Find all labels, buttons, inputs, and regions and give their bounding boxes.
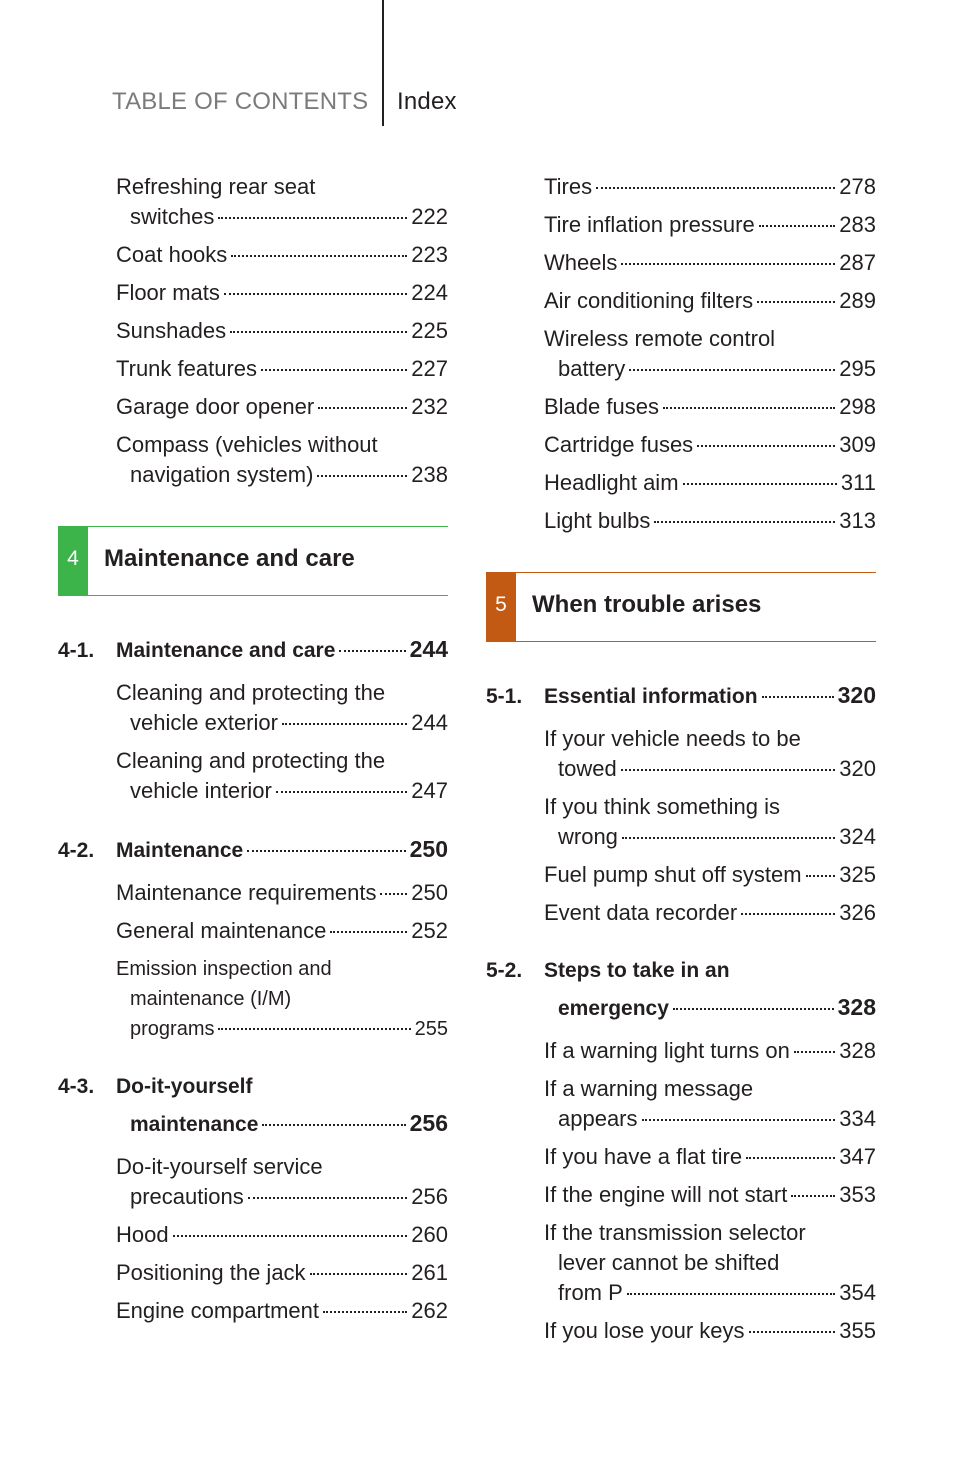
entry-title: Sunshades <box>116 318 227 343</box>
page-number: 227 <box>411 356 448 381</box>
section-page-number: 320 <box>837 682 876 708</box>
dot-leader <box>248 1197 408 1199</box>
section-title-line: Steps to take in an <box>544 959 730 982</box>
dot-leader <box>318 407 407 409</box>
page-number: 261 <box>411 1260 448 1285</box>
entry-title: If you lose your keys <box>544 1318 745 1343</box>
section-page-number: 256 <box>409 1110 448 1136</box>
entry-title-line: appears <box>558 1106 638 1131</box>
page-number: 325 <box>839 862 876 887</box>
page-number: 278 <box>839 174 876 199</box>
section-heading[interactable] <box>486 956 876 1024</box>
entry-last-line <box>116 1014 448 1044</box>
page-number: 295 <box>839 356 876 381</box>
section-number: 5-2. <box>486 959 523 982</box>
dot-leader <box>762 696 834 698</box>
dot-leader <box>654 521 835 523</box>
page-number: 250 <box>411 880 448 905</box>
entry-title: Light bulbs <box>544 508 651 533</box>
entry-title: Tire inflation pressure <box>544 212 755 237</box>
dot-leader <box>627 1293 835 1295</box>
section-heading[interactable] <box>58 1072 448 1140</box>
toc-entry[interactable] <box>58 878 448 908</box>
entry-title-line: Cleaning and protecting the <box>116 748 386 773</box>
toc-entry[interactable] <box>486 468 876 498</box>
entry-title: Positioning the jack <box>116 1260 306 1285</box>
page-number: 289 <box>839 288 876 313</box>
entry-title: If a warning light turns on <box>544 1038 790 1063</box>
toc-entry[interactable] <box>486 1316 876 1346</box>
entry-title: Maintenance requirements <box>116 880 377 905</box>
toc-entry[interactable] <box>486 792 876 852</box>
dot-leader <box>683 483 837 485</box>
dot-leader <box>663 407 835 409</box>
page-number: 260 <box>411 1222 448 1247</box>
toc-entry[interactable] <box>486 1074 876 1134</box>
dot-leader <box>741 913 835 915</box>
page-number: 224 <box>411 280 448 305</box>
toc-entry[interactable] <box>486 1180 876 1210</box>
page-number: 353 <box>839 1182 876 1207</box>
dot-leader <box>622 837 835 839</box>
toc-entry[interactable] <box>486 724 876 784</box>
section-page-number: 328 <box>837 994 876 1020</box>
dot-leader <box>230 331 407 333</box>
entry-title: If the engine will not start <box>544 1182 788 1207</box>
page-number: 225 <box>411 318 448 343</box>
section-title-line: Do-it-yourself <box>116 1075 253 1098</box>
dot-leader <box>629 369 835 371</box>
entry-last-line <box>116 776 448 806</box>
toc-entry[interactable] <box>486 898 876 928</box>
section-number: 4-3. <box>58 1075 95 1098</box>
entry-title-line: battery <box>558 356 626 381</box>
page-number: 232 <box>411 394 448 419</box>
entry-title-line: navigation system) <box>130 462 314 487</box>
toc-entry[interactable] <box>58 240 448 270</box>
entry-title: Tires <box>544 174 593 199</box>
toc-entry[interactable] <box>58 1258 448 1288</box>
page-number: 247 <box>411 778 448 803</box>
dot-leader <box>261 369 407 371</box>
dot-leader <box>697 445 835 447</box>
entry-title-line: precautions <box>130 1184 244 1209</box>
entry-title: Air conditioning filters <box>544 288 754 313</box>
toc-entry[interactable] <box>486 430 876 460</box>
toc-entry[interactable] <box>58 746 448 806</box>
page-number: 309 <box>839 432 876 457</box>
dot-leader <box>276 791 407 793</box>
dot-leader <box>759 225 836 227</box>
entry-title-line: switches <box>130 204 215 229</box>
page-number: 311 <box>840 470 876 495</box>
entry-last-line <box>116 202 448 232</box>
left-column <box>58 172 448 1334</box>
section-page-number: 250 <box>409 836 448 862</box>
section-heading[interactable] <box>486 680 876 712</box>
chapter-heading[interactable] <box>486 572 876 642</box>
toc-entry[interactable] <box>486 248 876 278</box>
entry-title: If you have a flat tire <box>544 1144 743 1169</box>
chapter-number-tab: 4 <box>58 527 88 595</box>
page-number: 256 <box>411 1184 448 1209</box>
dot-leader <box>310 1273 408 1275</box>
dot-leader <box>621 769 836 771</box>
page-number: 255 <box>414 1018 448 1040</box>
page-number: 326 <box>839 900 876 925</box>
dot-leader <box>173 1235 408 1237</box>
entry-title-line: If the transmission selector <box>544 1220 806 1245</box>
section-heading-line <box>58 1108 448 1140</box>
dot-leader <box>339 650 405 652</box>
toc-entry[interactable] <box>58 430 448 490</box>
section-heading[interactable] <box>58 834 448 866</box>
toc-entry[interactable] <box>58 172 448 232</box>
entry-title-line: from P <box>558 1280 623 1305</box>
toc-entry[interactable] <box>58 678 448 738</box>
toc-entry[interactable] <box>58 392 448 422</box>
dot-leader <box>673 1008 834 1010</box>
entry-title-line: If you think something is <box>544 794 781 819</box>
page-number: 320 <box>839 756 876 781</box>
entry-title: Coat hooks <box>116 242 228 267</box>
entry-title: Fuel pump shut off system <box>544 862 802 887</box>
entry-title-line: towed <box>558 756 617 781</box>
page-number: 298 <box>839 394 876 419</box>
entry-title: Floor mats <box>116 280 220 305</box>
entry-title: Cartridge fuses <box>544 432 694 457</box>
section-title-wrap <box>116 634 448 666</box>
entry-last-line <box>116 1182 448 1212</box>
toc-entry[interactable] <box>486 1036 876 1066</box>
toc-entry[interactable] <box>486 1218 876 1308</box>
chapter-title: When trouble arises <box>532 591 762 618</box>
page-number: 313 <box>839 508 876 533</box>
page-number: 238 <box>411 462 448 487</box>
section-title: Maintenance <box>116 839 244 862</box>
page-number: 334 <box>839 1106 876 1131</box>
dot-leader <box>323 1311 407 1313</box>
section-number: 5-1. <box>486 685 523 708</box>
dot-leader <box>262 1124 405 1126</box>
header-table-of-contents-link[interactable]: TABLE OF CONTENTS <box>112 88 369 115</box>
section-page-number: 244 <box>409 636 448 662</box>
toc-entry[interactable] <box>486 506 876 536</box>
entry-last-line <box>544 754 876 784</box>
toc-entry[interactable] <box>58 1152 448 1212</box>
entry-title-line: If a warning message <box>544 1076 754 1101</box>
chapter-number-tab: 5 <box>486 573 516 641</box>
entry-last-line <box>544 1278 876 1308</box>
section-number: 4-1. <box>58 639 95 662</box>
dot-leader <box>621 263 835 265</box>
entry-title-line: Refreshing rear seat <box>116 174 316 199</box>
dot-leader <box>247 850 405 852</box>
entry-title: General maintenance <box>116 918 327 943</box>
dot-leader <box>791 1195 835 1197</box>
page-number: 283 <box>839 212 876 237</box>
entry-title-line: vehicle interior <box>130 778 272 803</box>
entry-last-line <box>116 460 448 490</box>
dot-leader <box>794 1051 835 1053</box>
entry-last-line <box>116 708 448 738</box>
toc-entry[interactable] <box>486 1142 876 1172</box>
toc-entry[interactable] <box>486 392 876 422</box>
entry-title: Hood <box>116 1222 169 1247</box>
page-number: 324 <box>839 824 876 849</box>
dot-leader <box>317 475 407 477</box>
section-title-wrap <box>116 834 448 866</box>
entry-title: Trunk features <box>116 356 258 381</box>
dot-leader <box>596 187 835 189</box>
entry-title-line: lever cannot be shifted <box>558 1250 780 1275</box>
page-number: 222 <box>411 204 448 229</box>
entry-title: Headlight aim <box>544 470 679 495</box>
entry-title: Engine compartment <box>116 1298 319 1323</box>
toc-entry[interactable] <box>58 278 448 308</box>
dot-leader <box>380 893 407 895</box>
dot-leader <box>642 1119 836 1121</box>
section-title-line: emergency <box>558 997 669 1020</box>
section-heading-line <box>486 956 876 986</box>
dot-leader <box>757 301 835 303</box>
section-title: Essential information <box>544 685 758 708</box>
entry-title-line: Do-it-yourself service <box>116 1154 323 1179</box>
chapter-title: Maintenance and care <box>104 545 355 572</box>
dot-leader <box>330 931 407 933</box>
page-number: 328 <box>839 1038 876 1063</box>
dot-leader <box>231 255 407 257</box>
page-number: 223 <box>411 242 448 267</box>
entry-title-line: programs <box>130 1018 215 1040</box>
entry-title-line: wrong <box>558 824 618 849</box>
entry-title-line: Compass (vehicles without <box>116 432 378 457</box>
page-number: 355 <box>839 1318 876 1343</box>
section-heading-line <box>58 1072 448 1102</box>
dot-leader <box>218 217 407 219</box>
entry-title: Wheels <box>544 250 618 275</box>
entry-title-line: Emission inspection and <box>116 958 332 980</box>
dot-leader <box>746 1157 835 1159</box>
entry-title-line: maintenance (I/M) <box>130 988 292 1010</box>
header-index-link[interactable]: Index <box>397 88 457 115</box>
dot-leader <box>282 723 407 725</box>
toc-entry[interactable] <box>486 286 876 316</box>
toc-entry[interactable] <box>486 210 876 240</box>
entry-last-line <box>544 354 876 384</box>
right-column <box>486 172 876 1354</box>
page-number: 287 <box>839 250 876 275</box>
toc-entry[interactable] <box>486 172 876 202</box>
entry-last-line <box>544 1104 876 1134</box>
header-divider <box>382 0 384 126</box>
toc-entry[interactable] <box>58 916 448 946</box>
entry-title: Blade fuses <box>544 394 659 419</box>
toc-entry[interactable] <box>486 324 876 384</box>
dot-leader <box>806 875 836 877</box>
entry-title-line: Wireless remote control <box>544 326 776 351</box>
entry-title: Event data recorder <box>544 900 738 925</box>
dot-leader <box>218 1028 410 1030</box>
toc-entry[interactable] <box>58 354 448 384</box>
entry-title-line: vehicle exterior <box>130 710 278 735</box>
section-title-line: maintenance <box>130 1113 259 1136</box>
page-number: 262 <box>411 1298 448 1323</box>
section-number: 4-2. <box>58 839 95 862</box>
section-heading-line <box>486 992 876 1024</box>
toc-entry[interactable] <box>58 1220 448 1250</box>
dot-leader <box>749 1331 836 1333</box>
entry-last-line <box>544 822 876 852</box>
page-number: 244 <box>411 710 448 735</box>
entry-title-line: Cleaning and protecting the <box>116 680 386 705</box>
page-number: 347 <box>839 1144 876 1169</box>
page-number: 354 <box>839 1280 876 1305</box>
section-heading[interactable] <box>58 634 448 666</box>
toc-entry[interactable] <box>486 860 876 890</box>
toc-entry[interactable] <box>58 954 448 1044</box>
toc-entry[interactable] <box>58 1296 448 1326</box>
entry-title-line: If your vehicle needs to be <box>544 726 801 751</box>
section-title: Maintenance and care <box>116 639 336 662</box>
section-title-wrap <box>544 680 876 712</box>
dot-leader <box>224 293 407 295</box>
entry-title: Garage door opener <box>116 394 315 419</box>
chapter-heading[interactable] <box>58 526 448 596</box>
page-number: 252 <box>411 918 448 943</box>
toc-entry[interactable] <box>58 316 448 346</box>
